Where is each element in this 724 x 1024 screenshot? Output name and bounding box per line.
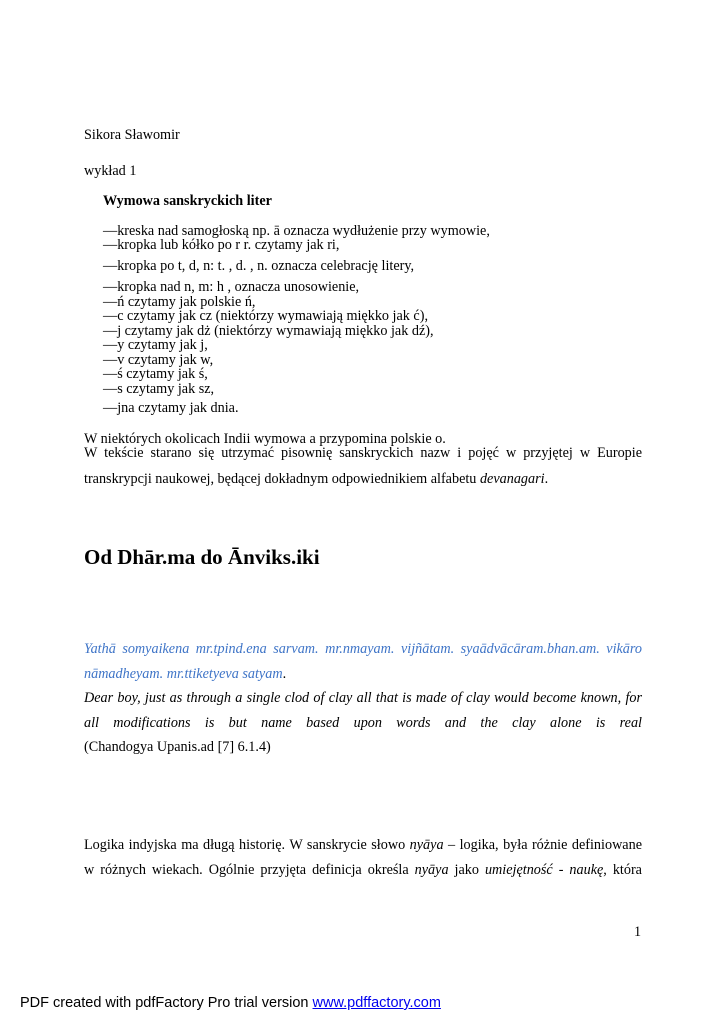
- sanskrit-quote-line: Yathā somyaikena mr.tpind.ena sarvam. mr.nmayam. vijñātam. syaādvācāram.bhan.am. vikāro: [84, 641, 642, 657]
- body-paragraph-line: w różnych wiekach. Ogólnie przyjęta definicja określa nyāya jako umiejętność - naukę, która: [84, 862, 642, 878]
- transcription-note-line: transkrypcji naukowej, będącej dokładnym odpowiednikiem alfabetu devanagari.: [84, 471, 549, 487]
- pronunciation-item: —kropka nad n, m: h , oznacza unosowienie,: [103, 279, 360, 295]
- pdf-footer-text: PDF created with pdfFactory Pro trial version: [20, 995, 313, 1011]
- pronunciation-item: —v czytamy jak w,: [103, 352, 214, 368]
- pronunciation-item: —ś czytamy jak ś,: [103, 366, 208, 382]
- pdffactory-link[interactable]: www.pdffactory.com: [312, 995, 441, 1011]
- english-quote-line: all modifications is but name based upon words and the clay alone is real: [84, 715, 642, 731]
- pdf-footer: [20, 995, 441, 1012]
- pronunciation-item: —kropka po t, d, n: t. , d. , n. oznacza celebrację litery,: [103, 258, 415, 274]
- pronunciation-item: —j czytamy jak dż (niektórzy wymawiają miękko jak dź),: [103, 323, 434, 339]
- devanagari-term: devanagari: [479, 471, 545, 487]
- pronunciation-item: —ń czytamy jak polskie ń,: [103, 294, 256, 310]
- pronunciation-heading: Wymowa sanskryckich liter: [103, 193, 272, 209]
- pronunciation-note: W niektórych okolicach Indii wymowa a przypomina polskie o.: [84, 431, 446, 447]
- pronunciation-item: —kropka lub kółko po r r. czytamy jak ri,: [103, 237, 340, 253]
- quote-source: (Chandogya Upanis.ad [7] 6.1.4): [84, 739, 271, 755]
- pronunciation-item: —y czytamy jak j,: [103, 337, 208, 353]
- section-title: Od Dhār.ma do Ānviks.iki: [84, 545, 320, 569]
- pronunciation-item: —c czytamy jak cz (niektórzy wymawiają miękko jak ć),: [103, 308, 428, 324]
- body-paragraph-line: Logika indyjska ma długą historię. W sanskrycie słowo nyāya – logika, była różnie definiowane: [84, 837, 642, 853]
- pronunciation-item: —s czytamy jak sz,: [103, 381, 215, 397]
- lecture-label: wykład 1: [84, 163, 137, 179]
- pronunciation-item: —jna czytamy jak dnia.: [103, 400, 239, 416]
- pronunciation-item: —kreska nad samogłoską np. ā oznacza wydłużenie przy wymowie,: [103, 223, 490, 239]
- author-name: Sikora Sławomir: [84, 127, 180, 143]
- page-number: 1: [634, 924, 642, 940]
- sanskrit-quote-line: nāmadheyam. mr.ttiketyeva satyam.: [84, 666, 287, 682]
- transcription-note-line: W tekście starano się utrzymać pisownię sanskryckich nazw i pojęć w przyjętej w Europie: [84, 445, 642, 461]
- english-quote-line: Dear boy, just as through a single clod of clay all that is made of clay would become known, for: [84, 690, 642, 706]
